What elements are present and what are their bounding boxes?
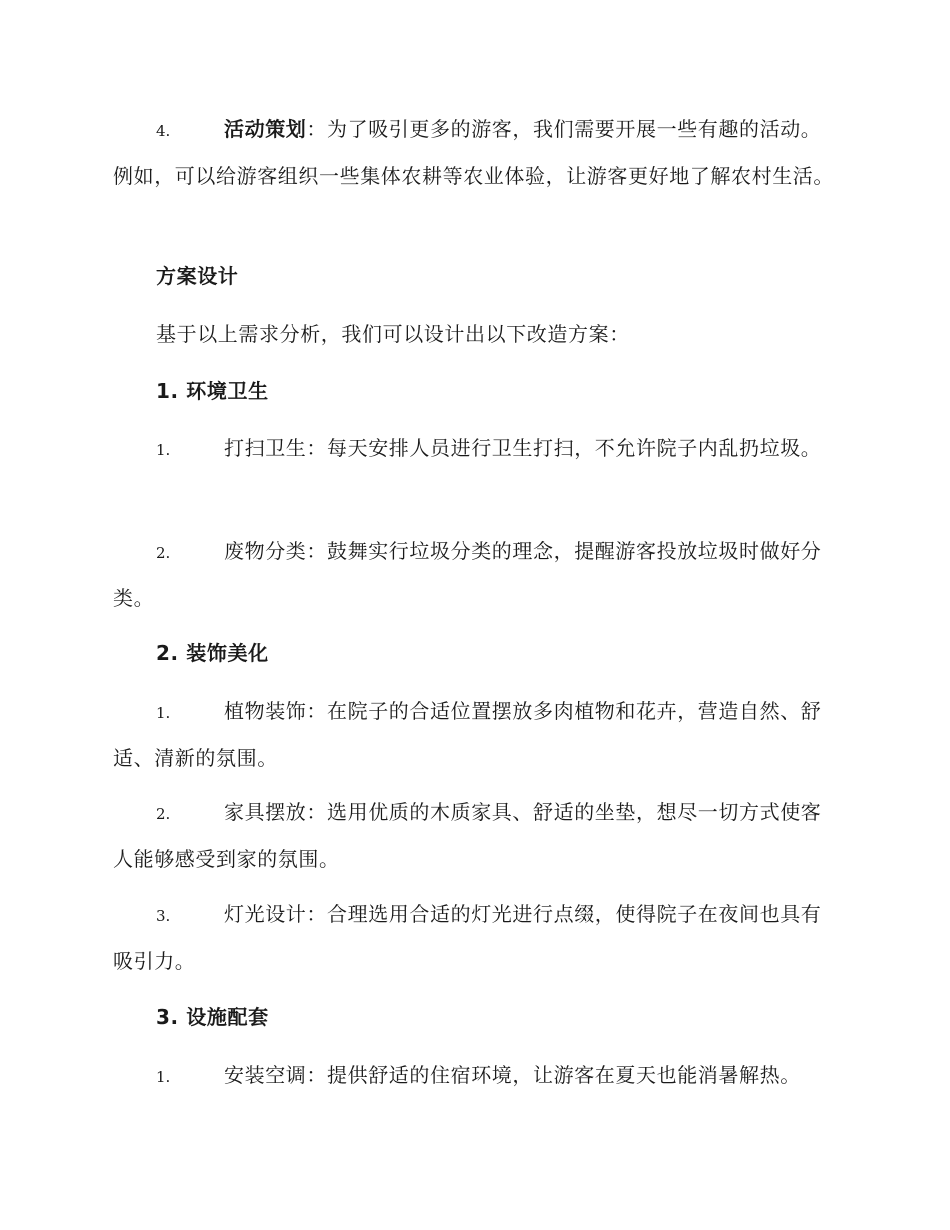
intro-paragraph: 基于以上需求分析，我们可以设计出以下改造方案：: [156, 322, 630, 346]
section-heading-environment: 1. 环境卫生: [156, 379, 269, 403]
section-heading-decoration: 2. 装饰美化: [156, 641, 269, 665]
list-item-lighting: [113, 892, 835, 984]
list-number: 2.: [156, 544, 171, 562]
list-item-text: 植物装饰：在院子的合适位置摆放多肉植物和花卉，营造自然、舒适、清新的氛围。: [113, 699, 822, 770]
list-item-furniture: [113, 790, 835, 882]
list-number: 4.: [156, 122, 171, 140]
list-item-plant-decoration: [113, 689, 835, 781]
list-item-text: ：为了吸引更多的游客，我们需要开展一些有趣的活动。例如，可以给游客组织一些集体农耕等农业体验，让游客更好地了解农村生活。: [113, 117, 834, 188]
section-heading-facilities: 3. 设施配套: [156, 1005, 269, 1029]
list-item-text: 安装空调：提供舒适的住宿环境，让游客在夏天也能消暑解热。: [224, 1063, 801, 1087]
list-item-cleaning: [113, 426, 835, 473]
list-number: 2.: [156, 805, 171, 823]
list-item-text: 灯光设计：合理选用合适的灯光进行点缀，使得院子在夜间也具有吸引力。: [113, 902, 822, 973]
list-item-text: 打扫卫生：每天安排人员进行卫生打扫，不允许院子内乱扔垃圾。: [224, 436, 822, 460]
list-item-bold-term: 活动策划: [224, 117, 307, 141]
list-item-waste-sorting: [113, 529, 835, 621]
list-item-activity-planning: [113, 107, 835, 199]
list-item-text: 家具摆放：选用优质的木质家具、舒适的坐垫，想尽一切方式使客人能够感受到家的氛围。: [113, 800, 822, 871]
list-number: 1.: [156, 1068, 171, 1086]
list-number: 3.: [156, 907, 171, 925]
list-item-text: 废物分类：鼓舞实行垃圾分类的理念，提醒游客投放垃圾时做好分类。: [113, 539, 822, 610]
list-number: 1.: [156, 704, 171, 722]
list-item-air-conditioning: [113, 1053, 835, 1100]
list-number: 1.: [156, 441, 171, 459]
section-heading-plan-design: 方案设计: [156, 264, 239, 288]
